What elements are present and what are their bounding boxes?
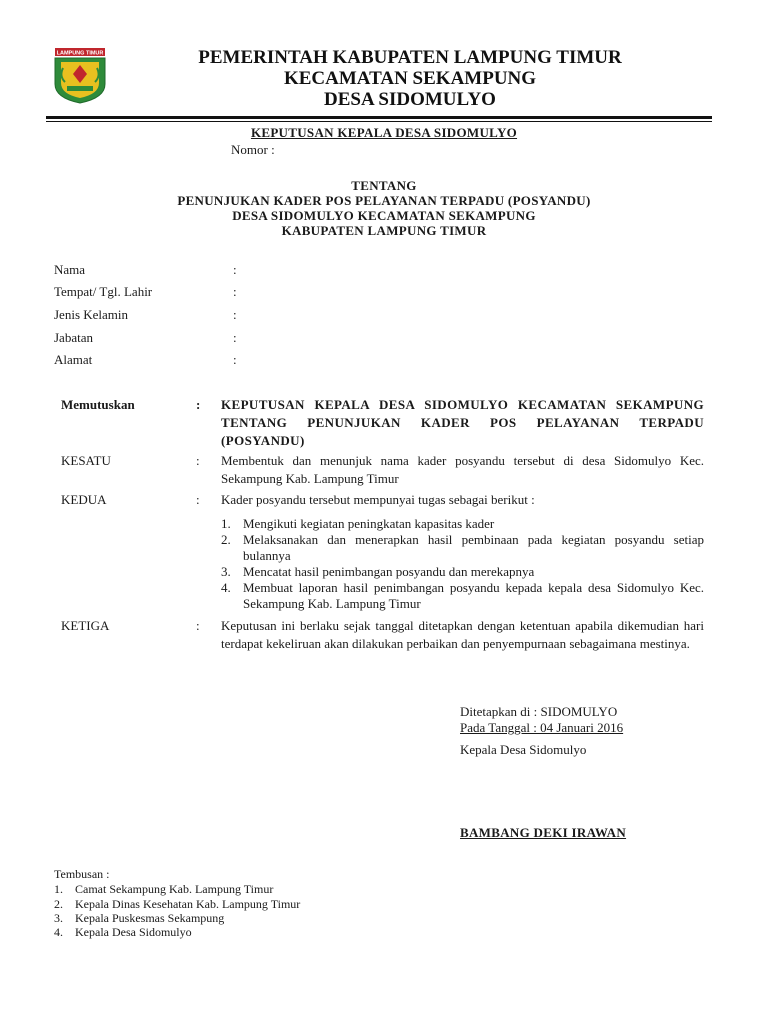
decree-number: Nomor : <box>231 142 275 157</box>
kedua-text: Kader posyandu tersebut mempunyai tugas sebagai berikut : <box>221 492 535 507</box>
duty-text: Mencatat hasil penimbangan posyandu dan merekapnya <box>243 564 535 579</box>
field-label-birth: Tempat/ Tgl. Lahir <box>54 284 153 299</box>
decree-subject-line: KABUPATEN LAMPUNG TIMUR <box>281 223 487 238</box>
tembusan-item: Kepala Desa Sidomulyo <box>75 925 192 939</box>
decree-subject-line: DESA SIDOMULYO KECAMATAN SEKAMPUNG <box>232 208 536 223</box>
tembusan-heading: Tembusan : <box>54 867 110 881</box>
decree-subject-line: PENUNJUKAN KADER POS PELAYANAN TERPADU (POSYANDU) <box>177 193 591 208</box>
decree-tentang: TENTANG <box>351 178 417 193</box>
duty-item <box>221 580 704 612</box>
duty-text: Membuat laporan hasil penimbangan posyandu kepada kepala desa Sidomulyo Kec. Sekampung Kab. Lampung Timur <box>243 580 704 611</box>
duty-number: 2. <box>221 532 231 547</box>
field-colon: : <box>233 262 237 277</box>
decree-title <box>0 125 768 141</box>
tembusan-number: 3. <box>54 911 63 925</box>
signature-date: Pada Tanggal : 04 Januari 2016 <box>460 720 624 735</box>
letterhead-line-village: DESA SIDOMULYO <box>324 89 496 110</box>
memutuskan-colon: : <box>196 397 201 412</box>
regency-emblem-icon <box>49 46 111 104</box>
tembusan-item: Kepala Puskesmas Sekampung <box>75 911 225 925</box>
tembusan-number: 4. <box>54 925 63 939</box>
field-label-position: Jabatan <box>54 330 93 345</box>
field-colon: : <box>233 330 237 345</box>
ketiga-colon: : <box>196 618 200 633</box>
memutuskan-text: KEPUTUSAN KEPALA DESA SIDOMULYO KECAMATAN SEKAMPUNG TENTANG PENUNJUKAN KADER POS PELAYANAN TERPADU (POSYANDU) <box>221 397 704 448</box>
duty-item <box>221 564 704 580</box>
field-label-nama: Nama <box>54 262 86 277</box>
signature-position: Kepala Desa Sidomulyo <box>460 742 587 757</box>
signer-name: BAMBANG DEKI IRAWAN <box>460 825 627 840</box>
duty-number: 4. <box>221 580 231 595</box>
field-label-gender: Jenis Kelamin <box>54 307 129 322</box>
letterhead-divider-thin <box>46 121 712 122</box>
logo-text: LAMPUNG TIMUR <box>56 50 104 57</box>
tembusan-number: 1. <box>54 882 63 896</box>
duty-text: Melaksanakan dan menerapkan hasil pembinaan pada kegiatan posyandu setiap bulannya <box>243 532 704 563</box>
letterhead-divider-thick <box>46 116 712 119</box>
duty-item <box>221 532 704 564</box>
letterhead-line-regency: PEMERINTAH KABUPATEN LAMPUNG TIMUR <box>198 47 622 68</box>
duty-text: Mengikuti kegiatan peningkatan kapasitas kader <box>243 516 495 531</box>
kesatu-text: Membentuk dan menunjuk nama kader posyandu tersebut di desa Sidomulyo Kec. Sekampung Kab. Lampung Timur <box>221 453 704 486</box>
duty-number: 1. <box>221 516 231 531</box>
ketiga-label: KETIGA <box>61 618 110 633</box>
tembusan-number: 2. <box>54 897 63 911</box>
tembusan-item: Camat Sekampung Kab. Lampung Timur <box>75 882 274 896</box>
kedua-colon: : <box>196 492 200 507</box>
duty-number: 3. <box>221 564 231 579</box>
kesatu-label: KESATU <box>61 453 111 468</box>
signature-place: Ditetapkan di : SIDOMULYO <box>460 704 618 719</box>
decree-title-text: KEPUTUSAN KEPALA DESA SIDOMULYO <box>250 125 518 140</box>
kedua-label: KEDUA <box>61 492 107 507</box>
kesatu-colon: : <box>196 453 200 468</box>
memutuskan-label: Memutuskan <box>61 397 135 412</box>
tembusan-item: Kepala Dinas Kesehatan Kab. Lampung Timur <box>75 897 301 911</box>
field-label-address: Alamat <box>54 352 93 367</box>
duty-item <box>221 516 704 532</box>
ketiga-text: Keputusan ini berlaku sejak tanggal ditetapkan dengan ketentuan apabila dikemudian hari terdapat kekeliruan akan dilakukan perbaikan dan penyempurnaan sebagaimana mestinya. <box>221 618 704 651</box>
letterhead-line-district: KECAMATAN SEKAMPUNG <box>283 68 537 89</box>
field-colon: : <box>233 284 237 299</box>
field-colon: : <box>233 307 237 322</box>
field-colon: : <box>233 352 237 367</box>
